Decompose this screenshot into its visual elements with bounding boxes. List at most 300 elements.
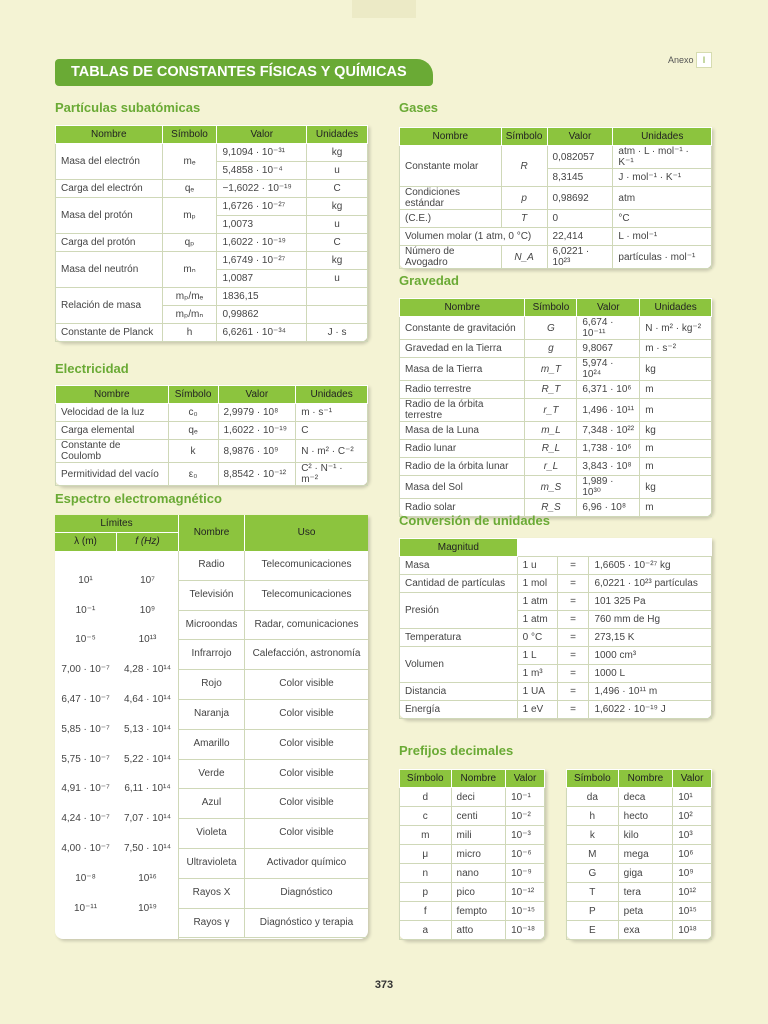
col-header: Símbolo bbox=[400, 770, 452, 788]
cell-unidades: atm bbox=[613, 187, 712, 210]
header-lambda: λ (m) bbox=[55, 533, 117, 551]
table-row bbox=[56, 404, 368, 422]
table-row bbox=[400, 788, 545, 807]
header-nombre: Nombre bbox=[179, 515, 245, 551]
cell-eq: = bbox=[557, 593, 589, 611]
section-title-espectro: Espectro electromagnético bbox=[55, 491, 222, 506]
cell-valor: 10⁻³ bbox=[506, 826, 545, 845]
electricidad-table-card bbox=[55, 385, 368, 486]
cell-from: 1 mol bbox=[517, 575, 557, 593]
band-nombre: Infrarrojo bbox=[179, 640, 245, 670]
limit-f: 10¹⁶ bbox=[138, 872, 157, 884]
table-row bbox=[567, 921, 712, 940]
cell-simbolo: mₚ/mₑ bbox=[162, 288, 217, 306]
table-row bbox=[400, 422, 712, 440]
cell-from: 1 atm bbox=[517, 611, 557, 629]
col-header: Símbolo bbox=[525, 299, 577, 317]
conversion-table bbox=[399, 538, 712, 719]
cell-nombre: exa bbox=[618, 921, 673, 940]
cell-simbolo: a bbox=[400, 921, 452, 940]
table-row bbox=[400, 146, 712, 169]
cell-simbolo: m_S bbox=[525, 476, 577, 499]
cell-eq: = bbox=[557, 701, 589, 719]
cell-valor: 3,843 · 10⁸ bbox=[577, 458, 640, 476]
cell-nombre: peta bbox=[618, 902, 673, 921]
table-row bbox=[400, 701, 712, 719]
cell-unidades: C bbox=[307, 180, 368, 198]
cell-simbolo: mₚ/mₙ bbox=[162, 306, 217, 324]
col-header: Valor bbox=[547, 128, 613, 146]
limit-f: 7,50 · 10¹⁴ bbox=[123, 843, 172, 854]
limit-f: 5,13 · 10¹⁴ bbox=[123, 723, 172, 735]
cell-unidades: m bbox=[640, 399, 712, 422]
table-row bbox=[400, 476, 712, 499]
cell-to: 1,496 · 10¹¹ m bbox=[589, 683, 712, 701]
espectro-card bbox=[55, 515, 368, 939]
cell-to: 1,6605 · 10⁻²⁷ kg bbox=[589, 557, 712, 575]
cell-nombre: Carga del protón bbox=[56, 234, 163, 252]
cell-valor: 5,974 · 10²⁴ bbox=[577, 358, 640, 381]
section-title-electricidad: Electricidad bbox=[55, 361, 129, 376]
limit-lambda: 10¹ bbox=[78, 574, 93, 586]
table-row bbox=[56, 198, 368, 216]
cell-eq: = bbox=[557, 611, 589, 629]
table-row bbox=[400, 399, 712, 422]
col-header: Nombre bbox=[56, 126, 163, 144]
section-title-gases: Gases bbox=[399, 100, 439, 115]
cell-eq: = bbox=[557, 683, 589, 701]
limit-f: 4,28 · 10¹⁴ bbox=[123, 664, 172, 676]
table-row bbox=[567, 902, 712, 921]
particulas-table-card bbox=[55, 125, 368, 342]
limit-lambda: 10⁻¹¹ bbox=[73, 902, 98, 914]
table-row bbox=[400, 340, 712, 358]
cell-to: 1000 L bbox=[589, 665, 712, 683]
cell-magnitud: Volumen bbox=[400, 647, 518, 683]
cell-valor: 7,348 · 10²² bbox=[577, 422, 640, 440]
table-row bbox=[567, 883, 712, 902]
cell-nombre: (C.E.) bbox=[400, 210, 502, 228]
band-nombre: Rojo bbox=[179, 670, 245, 700]
band-nombre: Naranja bbox=[179, 700, 245, 730]
cell-unidades: m bbox=[640, 440, 712, 458]
cell-simbolo: mₚ bbox=[162, 198, 217, 234]
limit-f: 7,07 · 10¹⁴ bbox=[123, 813, 172, 825]
cell-nombre: centi bbox=[451, 807, 506, 826]
cell-nombre: nano bbox=[451, 864, 506, 883]
cell-nombre: Carga del electrón bbox=[56, 180, 163, 198]
cell-valor: 8,9876 · 10⁹ bbox=[218, 440, 296, 463]
cell-nombre: pico bbox=[451, 883, 506, 902]
table-row bbox=[400, 440, 712, 458]
table-row bbox=[400, 228, 712, 246]
cell-simbolo: R_S bbox=[525, 499, 577, 517]
col-header: Nombre bbox=[400, 299, 525, 317]
band-uso: Color visible bbox=[245, 670, 368, 700]
section-title-gravedad: Gravedad bbox=[399, 273, 459, 288]
limit-lambda: 5,85 · 10⁻⁷ bbox=[61, 723, 110, 735]
band-nombre: Ultravioleta bbox=[179, 849, 245, 879]
table-row bbox=[400, 921, 545, 940]
table-row bbox=[400, 647, 712, 665]
cell-nombre: Constante molar bbox=[400, 146, 502, 187]
cell-simbolo: c bbox=[400, 807, 452, 826]
limit-f: 10¹⁹ bbox=[138, 902, 157, 914]
cell-to: 1000 cm³ bbox=[589, 647, 712, 665]
cell-nombre: Constante de Coulomb bbox=[56, 440, 169, 463]
cell-valor: 10³ bbox=[673, 826, 712, 845]
col-header: Valor bbox=[217, 126, 307, 144]
cell-nombre: Masa del protón bbox=[56, 198, 163, 234]
cell-nombre: Masa del electrón bbox=[56, 144, 163, 180]
cell-unidades: J · s bbox=[307, 324, 368, 342]
cell-nombre: Velocidad de la luz bbox=[56, 404, 169, 422]
cell-simbolo: g bbox=[525, 340, 577, 358]
cell-unidades: atm · L · mol⁻¹ · K⁻¹ bbox=[613, 146, 712, 169]
cell-valor: 10⁻⁹ bbox=[506, 864, 545, 883]
cell-unidades: kg bbox=[307, 198, 368, 216]
cell-simbolo: h bbox=[162, 324, 217, 342]
col-header: Unidades bbox=[296, 386, 368, 404]
cell-nombre: mega bbox=[618, 845, 673, 864]
prefijos-right-card bbox=[566, 769, 712, 940]
col-header-magnitud: Magnitud bbox=[400, 539, 518, 557]
cell-valor: 22,414 bbox=[547, 228, 613, 246]
cell-simbolo: f bbox=[400, 902, 452, 921]
cell-valor: 10¹⁸ bbox=[673, 921, 712, 940]
cell-simbolo: p bbox=[501, 187, 547, 210]
cell-unidades: kg bbox=[640, 476, 712, 499]
gravedad-table-card bbox=[399, 298, 712, 517]
cell-simbolo: G bbox=[525, 317, 577, 340]
cell-simbolo: h bbox=[567, 807, 619, 826]
cell-simbolo: μ bbox=[400, 845, 452, 864]
table-row bbox=[56, 288, 368, 306]
conversion-table-card bbox=[399, 538, 712, 719]
cell-nombre: Condiciones estándar bbox=[400, 187, 502, 210]
cell-nombre: Masa del Sol bbox=[400, 476, 525, 499]
cell-unidades: C bbox=[307, 234, 368, 252]
cell-unidades: m · s⁻² bbox=[640, 340, 712, 358]
cell-unidades: m bbox=[640, 458, 712, 476]
cell-magnitud: Temperatura bbox=[400, 629, 518, 647]
cell-valor: 1,6726 · 10⁻²⁷ bbox=[217, 198, 307, 216]
cell-valor: 1,989 · 10³⁰ bbox=[577, 476, 640, 499]
col-header: Nombre bbox=[56, 386, 169, 404]
cell-simbolo: M bbox=[567, 845, 619, 864]
cell-valor: 1,6749 · 10⁻²⁷ bbox=[217, 252, 307, 270]
band-uso: Color visible bbox=[245, 789, 368, 819]
cell-nombre: hecto bbox=[618, 807, 673, 826]
band-nombre: Amarillo bbox=[179, 730, 245, 760]
cell-simbolo: mₙ bbox=[162, 252, 217, 288]
cell-valor: 2,9979 · 10⁸ bbox=[218, 404, 296, 422]
band-nombre: Violeta bbox=[179, 819, 245, 849]
band-nombre: Verde bbox=[179, 760, 245, 790]
cell-valor: 6,371 · 10⁶ bbox=[577, 381, 640, 399]
band-nombre: Televisión bbox=[179, 581, 245, 611]
prefijos-left-table bbox=[399, 769, 545, 940]
col-header: Valor bbox=[673, 770, 712, 788]
cell-simbolo: r_T bbox=[525, 399, 577, 422]
band-nombre: Microondas bbox=[179, 611, 245, 641]
header-f: f (Hz) bbox=[117, 533, 179, 551]
cell-simbolo: T bbox=[501, 210, 547, 228]
cell-valor: 10⁻¹² bbox=[506, 883, 545, 902]
cell-valor: 1,0087 bbox=[217, 270, 307, 288]
cell-valor: 9,1094 · 10⁻³¹ bbox=[217, 144, 307, 162]
col-header: Unidades bbox=[640, 299, 712, 317]
limit-f: 6,11 · 10¹⁴ bbox=[124, 783, 171, 795]
band-uso: Activador químico bbox=[245, 849, 368, 879]
table-row bbox=[400, 864, 545, 883]
cell-unidades: N · m² · kg⁻² bbox=[640, 317, 712, 340]
page-number: 373 bbox=[374, 979, 394, 991]
prefijos-right-table bbox=[566, 769, 712, 940]
cell-valor: 1,6022 · 10⁻¹⁹ bbox=[218, 422, 296, 440]
table-row bbox=[400, 629, 712, 647]
cell-nombre: Carga elemental bbox=[56, 422, 169, 440]
cell-valor: 1836,15 bbox=[217, 288, 307, 306]
cell-unidades: kg bbox=[307, 252, 368, 270]
col-header: Nombre bbox=[451, 770, 506, 788]
col-header: Símbolo bbox=[567, 770, 619, 788]
particulas-table bbox=[55, 125, 368, 342]
cell-simbolo: R_T bbox=[525, 381, 577, 399]
cell-simbolo: k bbox=[567, 826, 619, 845]
cell-nombre: Radio de la órbita terrestre bbox=[400, 399, 525, 422]
table-row bbox=[400, 575, 712, 593]
cell-simbolo: p bbox=[400, 883, 452, 902]
band-uso: Telecomunicaciones bbox=[245, 551, 368, 581]
cell-nombre: mili bbox=[451, 826, 506, 845]
cell-valor: 6,6261 · 10⁻³⁴ bbox=[217, 324, 307, 342]
cell-unidades: J · mol⁻¹ · K⁻¹ bbox=[613, 169, 712, 187]
table-row bbox=[400, 187, 712, 210]
table-row bbox=[400, 845, 545, 864]
cell-valor: 5,4858 · 10⁻⁴ bbox=[217, 162, 307, 180]
limit-lambda: 10⁻¹ bbox=[75, 604, 96, 616]
band-uso: Color visible bbox=[245, 760, 368, 790]
cell-unidades: m bbox=[640, 381, 712, 399]
cell-magnitud: Cantidad de partículas bbox=[400, 575, 518, 593]
cell-nombre: Masa de la Tierra bbox=[400, 358, 525, 381]
col-header: Valor bbox=[506, 770, 545, 788]
cell-unidades: kg bbox=[640, 422, 712, 440]
limit-lambda: 4,00 · 10⁻⁷ bbox=[61, 843, 110, 854]
cell-valor: 10⁹ bbox=[673, 864, 712, 883]
cell-simbolo: d bbox=[400, 788, 452, 807]
cell-from: 1 UA bbox=[517, 683, 557, 701]
table-row bbox=[400, 246, 712, 269]
header-uso: Uso bbox=[245, 515, 368, 551]
cell-simbolo: m bbox=[400, 826, 452, 845]
cell-to: 6,0221 · 10²³ partículas bbox=[589, 575, 712, 593]
cell-simbolo: da bbox=[567, 788, 619, 807]
cell-valor: 10⁻¹⁸ bbox=[506, 921, 545, 940]
cell-nombre: fempto bbox=[451, 902, 506, 921]
col-header: Valor bbox=[577, 299, 640, 317]
cell-simbolo: k bbox=[168, 440, 218, 463]
cell-eq: = bbox=[557, 647, 589, 665]
cell-to: 760 mm de Hg bbox=[589, 611, 712, 629]
cell-valor: 6,0221 · 10²³ bbox=[547, 246, 613, 269]
section-title-prefijos: Prefijos decimales bbox=[399, 743, 514, 758]
section-title-particulas: Partículas subatómicas bbox=[55, 100, 201, 115]
limit-f: 10¹³ bbox=[138, 634, 157, 646]
cell-nombre: Relación de masa bbox=[56, 288, 163, 324]
limit-f: 5,22 · 10¹⁴ bbox=[123, 753, 172, 765]
table-row bbox=[400, 381, 712, 399]
cell-valor: 0,082057 bbox=[547, 146, 613, 169]
prefijos-left-card bbox=[399, 769, 545, 940]
cell-unidades: u bbox=[307, 162, 368, 180]
band-uso: Color visible bbox=[245, 730, 368, 760]
col-header: Unidades bbox=[613, 128, 712, 146]
cell-eq: = bbox=[557, 629, 589, 647]
cell-valor: 0 bbox=[547, 210, 613, 228]
cell-valor: 1,6022 · 10⁻¹⁹ bbox=[217, 234, 307, 252]
anexo-label: Anexo bbox=[668, 55, 694, 65]
cell-unidades: m · s⁻¹ bbox=[296, 404, 368, 422]
cell-nombre: kilo bbox=[618, 826, 673, 845]
table-row bbox=[56, 324, 368, 342]
table-row bbox=[567, 826, 712, 845]
cell-simbolo: qₑ bbox=[162, 180, 217, 198]
col-header: Símbolo bbox=[162, 126, 217, 144]
cell-simbolo: r_L bbox=[525, 458, 577, 476]
cell-simbolo: P bbox=[567, 902, 619, 921]
col-header: Símbolo bbox=[501, 128, 547, 146]
col-header-blank bbox=[517, 539, 711, 557]
band-nombre: Rayos γ bbox=[179, 909, 245, 939]
band-uso: Radar, comunicaciones bbox=[245, 611, 368, 641]
cell-valor: 1,738 · 10⁶ bbox=[577, 440, 640, 458]
cell-unidades bbox=[307, 306, 368, 324]
cell-valor: 8,3145 bbox=[547, 169, 613, 187]
cell-nombre: Número de Avogadro bbox=[400, 246, 502, 269]
cell-nombre: Radio de la órbita lunar bbox=[400, 458, 525, 476]
cell-simbolo: ε₀ bbox=[168, 463, 218, 486]
cell-unidades: L · mol⁻¹ bbox=[613, 228, 712, 246]
cell-from: 1 m³ bbox=[517, 665, 557, 683]
band-uso: Diagnóstico y terapia bbox=[245, 909, 368, 939]
table-row bbox=[56, 180, 368, 198]
table-row bbox=[567, 807, 712, 826]
gases-table bbox=[399, 127, 712, 269]
limit-lambda: 6,47 · 10⁻⁷ bbox=[61, 694, 110, 705]
table-row bbox=[567, 864, 712, 883]
cell-valor: 10⁶ bbox=[673, 845, 712, 864]
cell-from: 0 °C bbox=[517, 629, 557, 647]
top-tab-decoration bbox=[352, 0, 416, 18]
limit-lambda: 7,00 · 10⁻⁷ bbox=[61, 664, 110, 676]
cell-nombre: Masa de la Luna bbox=[400, 422, 525, 440]
cell-eq: = bbox=[557, 575, 589, 593]
cell-simbolo: T bbox=[567, 883, 619, 902]
cell-nombre: atto bbox=[451, 921, 506, 940]
cell-unidades: partículas · mol⁻¹ bbox=[613, 246, 712, 269]
table-row bbox=[400, 807, 545, 826]
anexo-number: I bbox=[696, 52, 712, 68]
limit-lambda: 10⁻⁸ bbox=[75, 872, 96, 884]
cell-unidades bbox=[307, 288, 368, 306]
table-row bbox=[400, 902, 545, 921]
cell-magnitud: Presión bbox=[400, 593, 518, 629]
cell-nombre: Radio solar bbox=[400, 499, 525, 517]
band-nombre: Azul bbox=[179, 789, 245, 819]
cell-unidades: kg bbox=[640, 358, 712, 381]
cell-valor: 10⁻¹ bbox=[506, 788, 545, 807]
cell-unidades: u bbox=[307, 216, 368, 234]
page-title-banner: TABLAS DE CONSTANTES FÍSICAS Y QUÍMICAS bbox=[55, 59, 433, 86]
cell-simbolo: m_L bbox=[525, 422, 577, 440]
cell-nombre: Radio lunar bbox=[400, 440, 525, 458]
col-header: Valor bbox=[218, 386, 296, 404]
cell-to: 273,15 K bbox=[589, 629, 712, 647]
band-uso: Telecomunicaciones bbox=[245, 581, 368, 611]
cell-from: 1 atm bbox=[517, 593, 557, 611]
cell-valor: 10⁻⁶ bbox=[506, 845, 545, 864]
section-title-conversion: Conversión de unidades bbox=[399, 513, 550, 528]
cell-unidades: C bbox=[296, 422, 368, 440]
cell-simbolo: qₑ bbox=[168, 422, 218, 440]
gravedad-table bbox=[399, 298, 712, 517]
limit-f: 10⁹ bbox=[139, 604, 156, 616]
cell-valor: 8,8542 · 10⁻¹² bbox=[218, 463, 296, 486]
band-nombre: Rayos X bbox=[179, 879, 245, 909]
cell-unidades: N · m² · C⁻² bbox=[296, 440, 368, 463]
gases-table-card bbox=[399, 127, 712, 269]
cell-unidades: m bbox=[640, 499, 712, 517]
cell-nombre: Constante de Planck bbox=[56, 324, 163, 342]
limit-lambda: 10⁻⁵ bbox=[75, 634, 96, 646]
table-row bbox=[567, 845, 712, 864]
limit-f: 4,64 · 10¹⁴ bbox=[123, 694, 172, 705]
cell-valor: 10¹ bbox=[673, 788, 712, 807]
band-uso: Color visible bbox=[245, 819, 368, 849]
table-row bbox=[400, 883, 545, 902]
cell-nombre: Constante de gravitación bbox=[400, 317, 525, 340]
cell-nombre: micro bbox=[451, 845, 506, 864]
cell-valor: 10¹⁵ bbox=[673, 902, 712, 921]
cell-magnitud: Energía bbox=[400, 701, 518, 719]
cell-valor: 10⁻¹⁵ bbox=[506, 902, 545, 921]
band-uso: Color visible bbox=[245, 700, 368, 730]
cell-nombre: Permitividad del vacío bbox=[56, 463, 169, 486]
cell-to: 101 325 Pa bbox=[589, 593, 712, 611]
col-header: Nombre bbox=[400, 128, 502, 146]
cell-nombre: Volumen molar (1 atm, 0 °C) bbox=[400, 228, 548, 246]
cell-valor: 9,8067 bbox=[577, 340, 640, 358]
cell-simbolo: E bbox=[567, 921, 619, 940]
cell-simbolo: N_A bbox=[501, 246, 547, 269]
cell-eq: = bbox=[557, 557, 589, 575]
cell-nombre: giga bbox=[618, 864, 673, 883]
table-row bbox=[56, 440, 368, 463]
cell-nombre: Radio terrestre bbox=[400, 381, 525, 399]
cell-simbolo: c₀ bbox=[168, 404, 218, 422]
cell-nombre: tera bbox=[618, 883, 673, 902]
col-header: Unidades bbox=[307, 126, 368, 144]
cell-simbolo: qₚ bbox=[162, 234, 217, 252]
header-limites: Límites bbox=[55, 515, 179, 532]
table-row bbox=[400, 683, 712, 701]
cell-nombre: deci bbox=[451, 788, 506, 807]
table-row bbox=[400, 826, 545, 845]
band-nombre: Radio bbox=[179, 551, 245, 581]
cell-from: 1 u bbox=[517, 557, 557, 575]
